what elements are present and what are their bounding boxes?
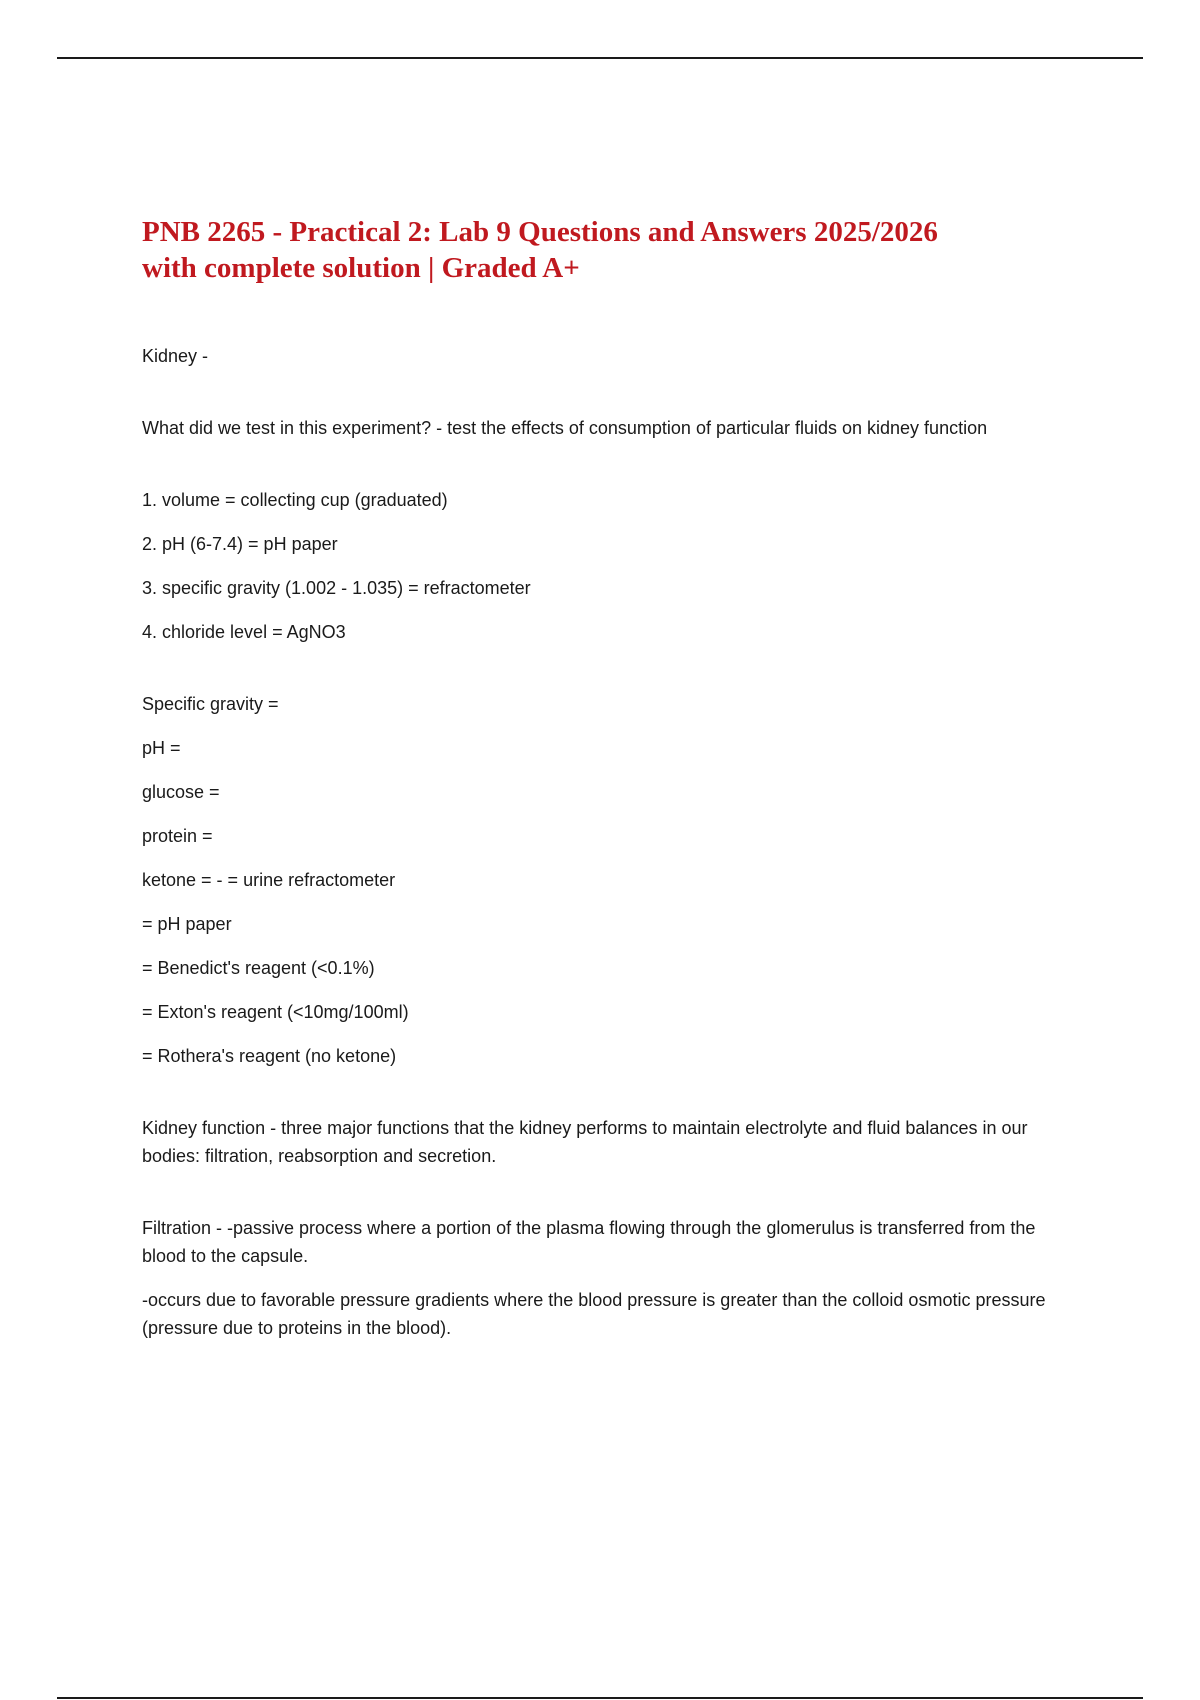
urine-test-line: pH = (142, 738, 181, 758)
urine-test-line: = Benedict's reagent (<0.1%) (142, 958, 375, 978)
list-item-ph: 2. pH (6-7.4) = pH paper (142, 534, 338, 554)
urine-test-line: ketone = - = urine refractometer (142, 870, 396, 890)
list-item-specific-gravity: 3. specific gravity (1.002 - 1.035) = refractometer (142, 578, 531, 598)
urine-test-line: protein = (142, 826, 213, 846)
title-line-1: PNB 2265 - Practical 2: Lab 9 Questions and Answers 2025/2026 (142, 216, 938, 248)
list-item-chloride: 4. chloride level = AgNO3 (142, 622, 346, 642)
filtration-pressure-paragraph: -occurs due to favorable pressure gradients where the blood pressure is greater than the colloid osmotic pressure (pressure due to proteins in the blood). (142, 1290, 1046, 1338)
urine-test-line: = Exton's reagent (<10mg/100ml) (142, 1002, 409, 1022)
page-bottom-rule (57, 1697, 1143, 1699)
urine-test-line: = pH paper (142, 914, 232, 934)
experiment-question: What did we test in this experiment? - test the effects of consumption of particular fluids on kidney function (142, 418, 988, 438)
urine-test-line: Specific gravity = (142, 694, 279, 714)
page-top-rule (57, 57, 1143, 59)
urine-test-line: glucose = (142, 782, 220, 802)
list-item-volume: 1. volume = collecting cup (graduated) (142, 490, 448, 510)
kidney-function-paragraph: Kidney function - three major functions that the kidney performs to maintain electrolyte and fluid balances in our bodies: filtration, reabsorption and secretion. (142, 1118, 1028, 1166)
title-line-2: with complete solution | Graded A+ (142, 252, 580, 284)
urine-test-line: = Rothera's reagent (no ketone) (142, 1046, 397, 1066)
filtration-paragraph: Filtration - -passive process where a portion of the plasma flowing through the glomerulus is transferred from the blood to the capsule. (142, 1218, 1036, 1266)
kidney-heading: Kidney - (142, 346, 209, 366)
document-body (142, 214, 1072, 1342)
document-title (142, 214, 1072, 286)
